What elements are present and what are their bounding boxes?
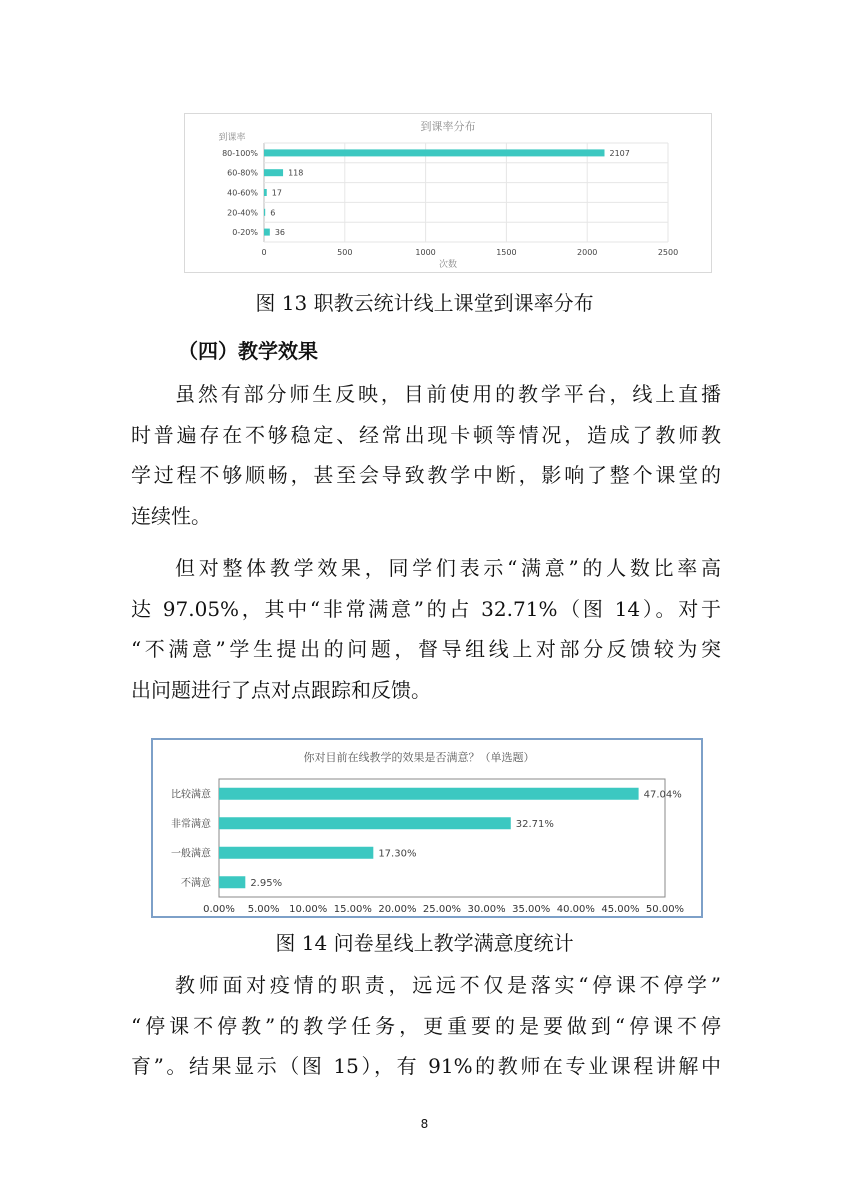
bar xyxy=(264,149,604,156)
attendance-rate-chart-svg xyxy=(185,114,711,272)
data-label: 118 xyxy=(288,168,304,178)
x-tick-label: 1500 xyxy=(496,248,517,257)
paragraph-line: “停课不停教”的教学任务，更重要的是要做到“停课不停 xyxy=(131,1013,721,1038)
x-tick-label: 30.00% xyxy=(467,904,506,915)
x-tick-label: 5.00% xyxy=(247,904,280,915)
data-label: 47.04% xyxy=(643,789,682,801)
bar xyxy=(219,788,639,800)
x-tick-label: 2500 xyxy=(657,248,679,257)
data-label: 6 xyxy=(270,208,276,218)
category-label: 80-100% xyxy=(222,148,258,158)
paragraph-line: “不满意”学生提出的问题，督导组线上对部分反馈较为突 xyxy=(131,637,721,662)
x-tick-label: 50.00% xyxy=(645,904,685,915)
paragraph-line: 育”。结果显示（图 15），有 91%的教师在专业课程讲解中 xyxy=(131,1054,721,1079)
bar xyxy=(264,189,267,196)
x-tick-label: 35.00% xyxy=(512,904,551,915)
attendance-rate-chart xyxy=(184,113,712,273)
figure-13-caption: 图 13 职教云统计线上课堂到课率分布 xyxy=(255,291,594,315)
paragraph-line: 出问题进行了点对点跟踪和反馈。 xyxy=(131,678,431,703)
x-tick-label: 25.00% xyxy=(422,904,462,915)
x-tick-label: 0 xyxy=(261,248,267,257)
category-label: 20-40% xyxy=(227,208,258,218)
x-tick-label: 500 xyxy=(337,248,353,257)
paragraph-line: 教师面对疫情的职责，远远不仅是落实“停课不停学” xyxy=(175,973,721,997)
paragraph-line: 学过程不够顺畅，甚至会导致教学中断，影响了整个课堂的 xyxy=(131,463,721,488)
category-label: 40-60% xyxy=(227,188,258,198)
data-label: 2107 xyxy=(609,148,630,158)
x-tick-label: 20.00% xyxy=(378,904,417,915)
chart-title: 到课率分布 xyxy=(420,120,476,133)
figure-14-caption: 图 14 问卷星线上教学满意度统计 xyxy=(275,931,574,955)
category-label: 60-80% xyxy=(227,168,258,178)
data-label: 17.30% xyxy=(378,848,417,860)
paragraph-1 xyxy=(131,374,721,537)
x-tick-label: 15.00% xyxy=(333,904,372,915)
y-axis-label: 到课率 xyxy=(218,133,246,143)
bar xyxy=(264,229,270,236)
data-label: 2.95% xyxy=(250,877,283,889)
paragraph-line: 虽然有部分师生反映，目前使用的教学平台，线上直播 xyxy=(175,382,721,406)
page-number: 8 xyxy=(420,1117,429,1131)
bar xyxy=(219,817,511,829)
chart-title: 你对目前在线教学的效果是否满意？（单选题） xyxy=(303,751,535,764)
category-label: 一般满意 xyxy=(171,848,211,860)
paragraph-line: 达 97.05%，其中“非常满意”的占 32.71%（图 14）。对于 xyxy=(131,596,721,621)
x-tick-label: 40.00% xyxy=(556,904,595,915)
satisfaction-chart-svg xyxy=(153,740,701,916)
category-label: 不满意 xyxy=(181,877,211,889)
bar xyxy=(264,169,283,176)
x-tick-label: 1000 xyxy=(415,248,436,257)
x-tick-label: 10.00% xyxy=(289,904,328,915)
x-tick-label: 45.00% xyxy=(601,904,640,915)
bar xyxy=(264,209,265,216)
data-label: 17 xyxy=(271,188,282,198)
x-tick-label: 2000 xyxy=(577,248,598,257)
paragraph-line: 但对整体教学效果，同学们表示“满意”的人数比率高 xyxy=(175,556,721,580)
data-label: 36 xyxy=(274,228,286,238)
category-label: 非常满意 xyxy=(171,818,211,830)
section-heading: （四）教学效果 xyxy=(178,339,318,363)
paragraph-line: 时普遍存在不够稳定、经常出现卡顿等情况，造成了教师教 xyxy=(131,422,721,447)
data-label: 32.71% xyxy=(515,818,554,830)
paragraph-line: 连续性。 xyxy=(131,504,211,529)
paragraph-3 xyxy=(131,965,721,1087)
x-tick-label: 0.00% xyxy=(203,904,235,915)
bar xyxy=(219,847,373,859)
bar xyxy=(219,876,245,888)
x-axis-label: 次数 xyxy=(438,260,458,270)
paragraph-2 xyxy=(131,548,721,711)
category-label: 比较满意 xyxy=(171,789,211,801)
satisfaction-chart xyxy=(151,738,703,918)
category-label: 0-20% xyxy=(232,228,258,238)
